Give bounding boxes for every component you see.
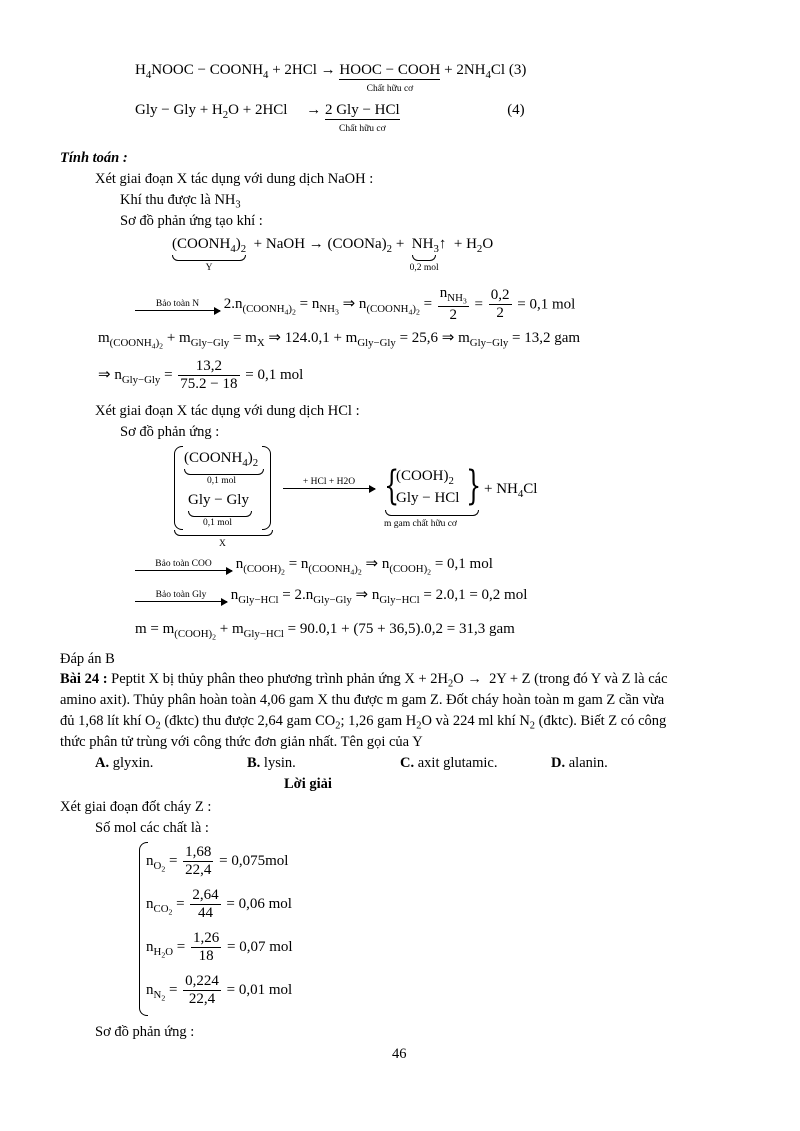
scheme-2-left2: Gly − Gly [188, 492, 249, 508]
problem-24-line1: Bài 24 : Peptit X bị thủy phân theo phương trình phản ứng $X + 2H_2O \to 2Y + Z$ (trong đó Y và Z là các [60, 671, 668, 690]
scheme-1-rest1: + NaOH → $(COONa)_2$ + [249, 236, 409, 255]
reaction-3-right: + $2NH_4Cl$ (3) [444, 62, 527, 81]
bao-toan-gly [135, 587, 527, 606]
scheme-2-right-note: m gam chất hữu cơ [384, 519, 457, 529]
mole-h2o: $n_{H_2O}$ = $\frac{1,26}{18}$ = 0,07 mol [146, 930, 293, 965]
bao-toan-n: Bảo toàn N $2.n_{(COONH_4)_2} = n_{NH_3}$ ⇒ $n_{(COONH_4)_2}$ = $\frac{n_{NH_3}}{2}$ = $\frac{0,2}{2}$ = 0,1 mol [135, 285, 575, 325]
scheme-1-reactant: $(COONH_4)_2$ [172, 236, 247, 255]
n-gly-gly-num: 13,2 [178, 358, 239, 376]
reaction-4-product-note: Chất hữu cơ [339, 124, 386, 134]
scheme-2-right2: Gly − HCl [396, 490, 460, 506]
option-c: C. axit glutamic. [400, 755, 498, 771]
bao-toan-gly-expr: $n_{Gly-HCl} = 2.n_{Gly-Gly}$ ⇒ $n_{Gly-HCl} = 2.0,1 = 0,2$ mol [230, 587, 528, 606]
bao-toan-n-expr: $2.n_{(COONH_4)_2} = n_{NH_3}$ ⇒ $n_{(COONH_4)_2}$ = [223, 296, 433, 317]
scheme-1-gas: $NH_3↑$ [411, 236, 447, 255]
scheme-1-rest2: + $H_2O$ [450, 236, 494, 255]
reaction-4 [135, 102, 525, 134]
m-final: $m = m_{(COOH)_2} + m_{Gly-HCl} = 90.0,1 + (75 + 36,5).0,2 = 31,3$ gam [135, 621, 515, 642]
solution-title: Lời giải [284, 776, 332, 792]
bao-toan-n-result: = 0,1 mol [517, 296, 576, 313]
tinh-toan-heading: Tính toán : [60, 150, 128, 166]
page-number: 46 [392, 1046, 407, 1062]
reaction-3-left: $H_4NOOC$ − $COONH_4 + 2HCl$ → [135, 62, 336, 81]
bao-toan-n-frac2-num: 0,2 [489, 287, 512, 305]
reaction-4-number: (4) [507, 102, 525, 118]
mass-equation: $m_{(COONH_4)_2} + m_{Gly-Gly} = m_X$ ⇒ $124.0,1 + m_{Gly-Gly} = 25,6$ ⇒ $m_{Gly-Gly} = 13,2$ gam [98, 330, 581, 351]
hcl-stage: Xét giai đoạn X tác dụng với dung dịch HCl : [95, 403, 360, 419]
scheme-2-right1: $(COOH)_2$ [396, 468, 454, 487]
scheme-1-gas-note: 0,2 mol [409, 263, 439, 273]
scheme-2-x-note: X [219, 539, 226, 549]
scheme-1-reactant-note: Y [205, 263, 213, 273]
solution-stage: Xét giai đoạn đốt cháy Z : [60, 799, 212, 815]
bao-toan-gly-label: Bảo toàn Gly [155, 589, 207, 600]
problem-24-line2: amino axit). Thủy phân hoàn toàn 4,06 gam X thu được m gam Z. Đốt cháy hoàn toàn m gam Z cần vừa [60, 692, 665, 708]
gas-scheme: Sơ đồ phản ứng tạo khí : [120, 213, 263, 229]
problem-24-label: Bài 24 : [60, 671, 108, 687]
scheme-2-left1-note: 0,1 mol [207, 476, 237, 486]
bao-toan-coo [135, 556, 493, 577]
bao-toan-n-label: Bảo toàn N [155, 298, 200, 309]
reaction-4-product: 2 Gly − HCl [324, 102, 400, 118]
naoh-stage: Xét giai đoạn X tác dụng với dung dịch NaOH : [95, 171, 374, 187]
n-gly-gly-den: 75.2 − 18 [180, 376, 238, 393]
gas-line: Khí thu được là $NH_3$ [120, 192, 241, 211]
bao-toan-n-frac1-den: 2 [449, 307, 458, 324]
option-b: B. lysin. [247, 755, 296, 771]
n-gly-gly-prefix: ⇒ $n_{Gly-Gly}$ = [98, 367, 173, 386]
problem-24-line3: đủ 1,68 lít khí $O_2$ (đktc) thu được 2,64 gam $CO_2$; 1,26 gam $H_2O$ và 224 ml khí $N_2$ (đktc). Biết Z có công [60, 713, 667, 732]
bao-toan-n-frac2-den: 2 [496, 305, 504, 322]
scheme-1 [172, 236, 494, 273]
answer-23: Đáp án B [60, 651, 115, 667]
mole-o2: $n_{O_2}$ = $\frac{1,68}{22,4}$ = 0,075mol [146, 844, 289, 879]
scheme-2-arrow-label: + HCl + H2O [302, 476, 356, 487]
n-gly-gly-result: = 0,1 mol [245, 367, 304, 384]
mole-n2: $n_{N_2}$ = $\frac{0,224}{22,4}$ = 0,01 mol [146, 973, 293, 1008]
bao-toan-n-frac1-num: $n_{NH_3}$ [439, 285, 467, 306]
reaction-3-product-note: Chất hữu cơ [366, 84, 414, 94]
bao-toan-coo-expr: $n_{(COOH)_2} = n_{(COONH_4)_2}$ ⇒ $n_{(COOH)_2} = 0,1$ mol [235, 556, 493, 577]
bao-toan-coo-label: Bảo toàn COO [155, 558, 212, 569]
mole-co2: $n_{CO_2}$ = $\frac{2,64}{44}$ = 0,06 mol [146, 887, 292, 922]
reaction-4-left: Gly − Gly + $H_2O + 2HCl$ → [135, 102, 322, 121]
scheme-2-left1: $(COONH_4)_2$ [184, 450, 259, 469]
solution-scheme-label: Sơ đồ phản ứng : [95, 1024, 195, 1040]
problem-24-line4: thức phân tử trùng với công thức đơn giản nhất. Tên gọi của Y [60, 734, 423, 750]
reaction-3-product: HOOC − COOH [339, 62, 441, 78]
moles-label: Số mol các chất là : [95, 820, 209, 836]
scheme-2-left2-note: 0,1 mol [203, 518, 233, 528]
scheme-2-extra: + $NH_4Cl$ [484, 481, 538, 500]
option-a: A. glyxin. [95, 755, 154, 771]
reaction-3 [135, 62, 527, 94]
n-gly-gly [98, 358, 303, 394]
option-d: D. alanin. [551, 755, 608, 771]
scheme-label-1: Sơ đồ phản ứng : [120, 424, 220, 440]
